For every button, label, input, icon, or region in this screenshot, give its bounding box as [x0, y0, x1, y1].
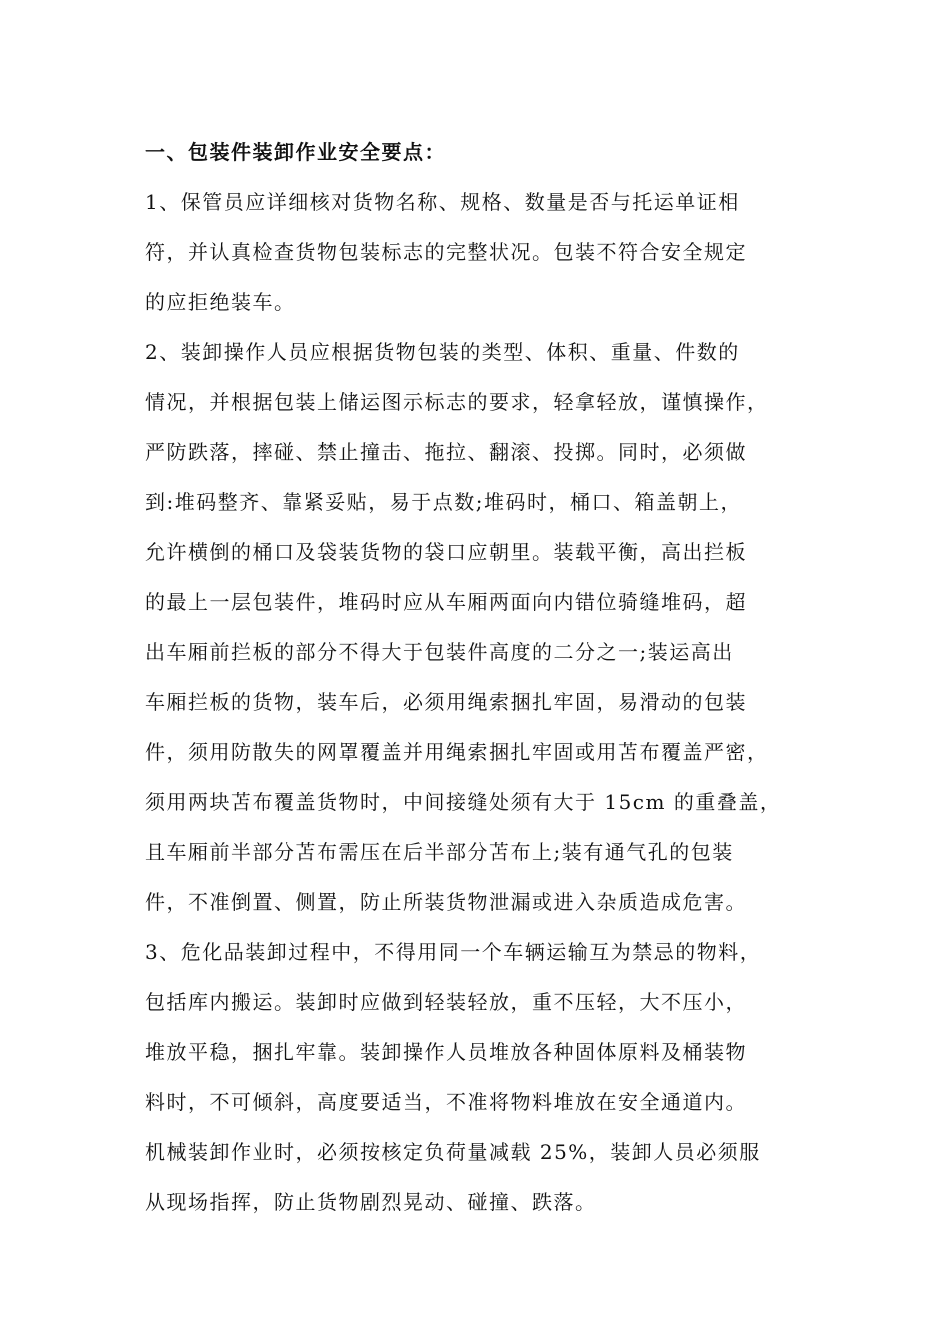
paragraph-line: 车厢拦板的货物，装车后，必须用绳索捆扎牢固，易滑动的包装 — [145, 690, 747, 714]
paragraph-1 — [145, 177, 825, 327]
paragraph-line: 出车厢前拦板的部分不得大于包装件高度的二分之一;装运高出 — [145, 640, 734, 664]
paragraph-line: 料时，不可倾斜，高度要适当，不准将物料堆放在安全通道内。 — [145, 1090, 747, 1114]
paragraph-line: 且车厢前半部分苫布需压在后半部分苫布上;装有通气孔的包装 — [145, 840, 734, 864]
paragraph-line: 严防跌落，摔碰、禁止撞击、拖拉、翻滚、投掷。同时，必须做 — [145, 440, 747, 464]
paragraph-line: 须用两块苫布覆盖货物时，中间接缝处须有大于 15cm 的重叠盖， — [145, 790, 782, 814]
paragraph-line: 从现场指挥，防止货物剧烈晃动、碰撞、跌落。 — [145, 1190, 597, 1214]
paragraph-line: 件，须用防散失的网罩覆盖并用绳索捆扎牢固或用苫布覆盖严密， — [145, 740, 769, 764]
paragraph-line: 堆放平稳，捆扎牢靠。装卸操作人员堆放各种固体原料及桶装物 — [145, 1040, 747, 1064]
document-body — [145, 127, 825, 1227]
section-heading: 一、包装件装卸作业安全要点： — [145, 140, 446, 164]
paragraph-line: 2、装卸操作人员应根据货物包装的类型、体积、重量、件数的 — [145, 340, 740, 364]
paragraph-line: 符，并认真检查货物包装标志的完整状况。包装不符合安全规定 — [145, 240, 747, 264]
paragraph-2 — [145, 327, 825, 927]
paragraph-line: 3、危化品装卸过程中，不得用同一个车辆运输互为禁忌的物料， — [145, 940, 762, 964]
paragraph-line: 到:堆码整齐、靠紧妥贴，易于点数;堆码时，桶口、箱盖朝上， — [145, 490, 742, 514]
paragraph-line: 允许横倒的桶口及袋装货物的袋口应朝里。装载平衡，高出拦板 — [145, 540, 747, 564]
paragraph-3 — [145, 927, 825, 1227]
paragraph-line: 的最上一层包装件，堆码时应从车厢两面向内错位骑缝堆码，超 — [145, 590, 747, 614]
paragraph-line: 1、保管员应详细核对货物名称、规格、数量是否与托运单证相 — [145, 190, 740, 214]
paragraph-line: 情况，并根据包装上储运图示标志的要求，轻拿轻放，谨慎操作， — [145, 390, 769, 414]
paragraph-line: 的应拒绝装车。 — [145, 290, 296, 314]
paragraph-line: 件，不准倒置、侧置，防止所装货物泄漏或进入杂质造成危害。 — [145, 890, 747, 914]
paragraph-line: 包括库内搬运。装卸时应做到轻装轻放，重不压轻，大不压小， — [145, 990, 747, 1014]
paragraph-line: 机械装卸作业时，必须按核定负荷量减载 25%，装卸人员必须服 — [145, 1140, 761, 1164]
